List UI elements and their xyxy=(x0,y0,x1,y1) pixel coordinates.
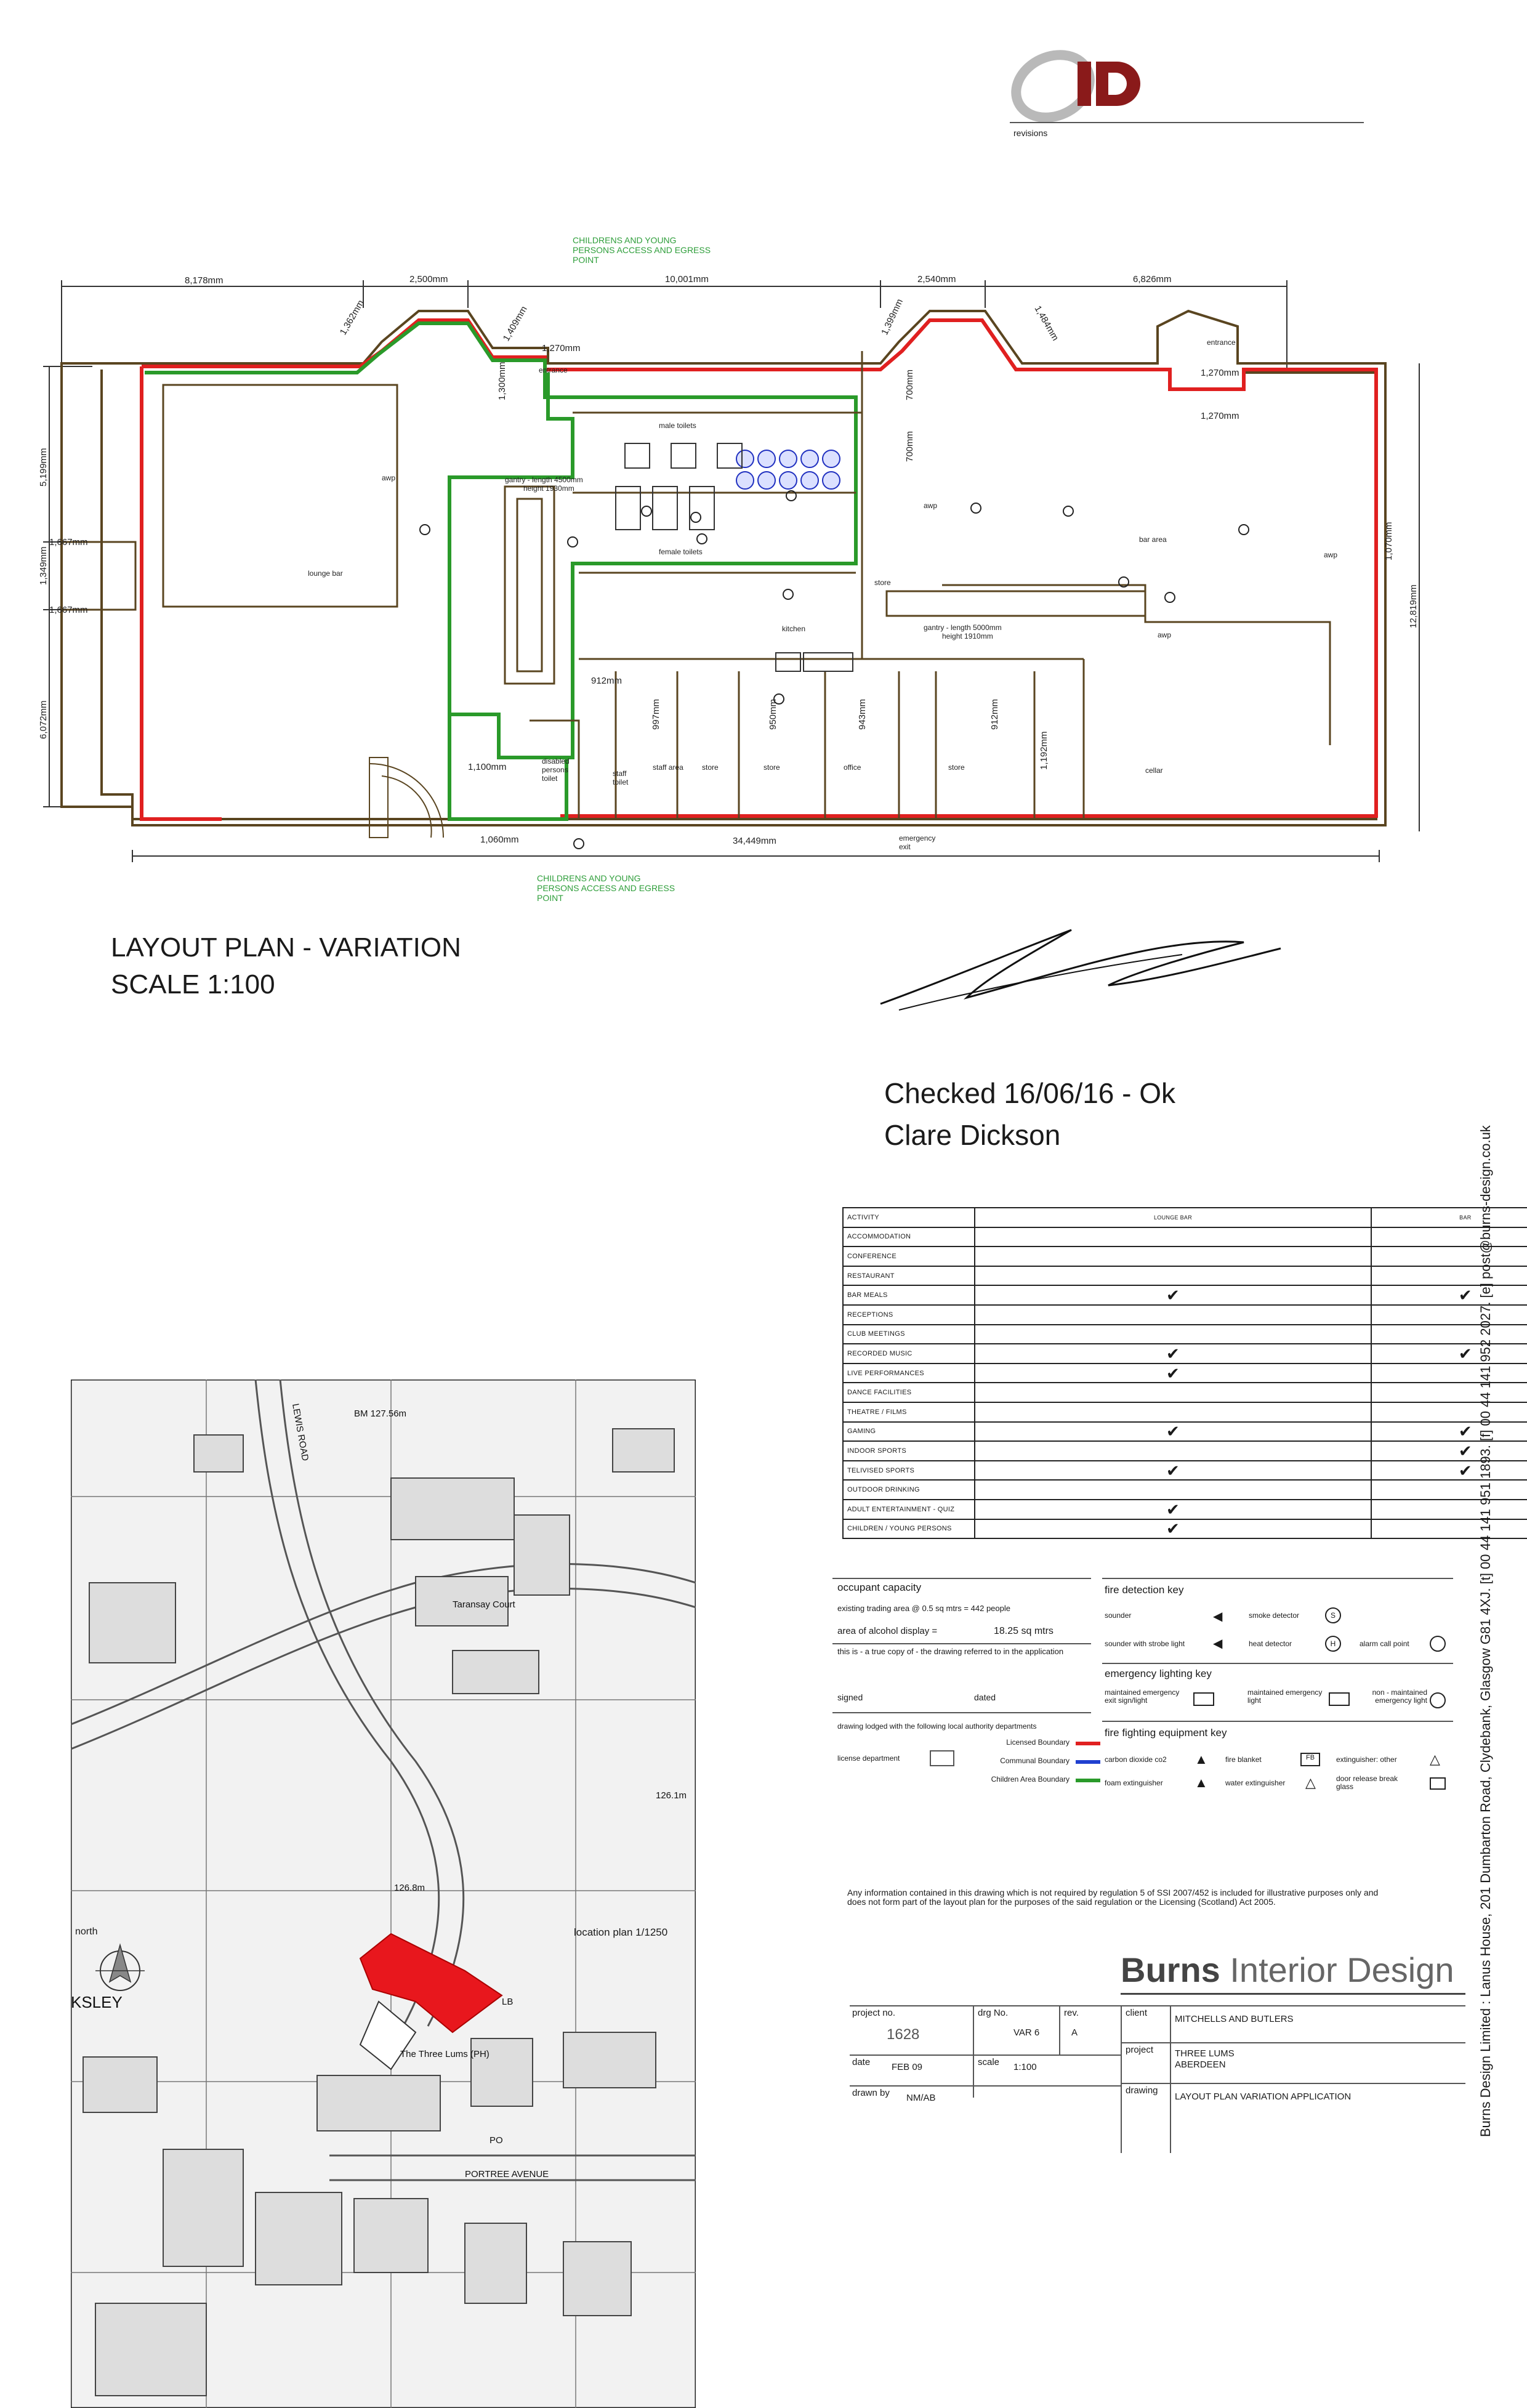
plan-label: 1,270mm xyxy=(1201,411,1239,421)
activity-row xyxy=(843,1402,1527,1422)
access-note-bottom: CHILDRENS AND YOUNG PERSONS ACCESS AND EGRESS POINT xyxy=(537,873,675,903)
plan-label: store xyxy=(764,763,780,772)
check-icon: ✔ xyxy=(1371,1461,1527,1481)
plan-label: 1,362mm xyxy=(337,298,366,337)
plan-label: persons xyxy=(542,766,568,774)
activity-cell xyxy=(1371,1227,1527,1247)
plan-label: 1,667mm xyxy=(49,605,88,615)
activity-label: RESTAURANT xyxy=(843,1266,975,1286)
plan-label: 1,667mm xyxy=(49,537,88,547)
check-icon: ✔ xyxy=(975,1461,1371,1481)
activity-label: LIVE PERFORMANCES xyxy=(843,1364,975,1383)
checker-name: Clare Dickson xyxy=(884,1119,1061,1151)
svg-text:BM 127.56m: BM 127.56m xyxy=(354,1408,407,1419)
fire-blanket-icon: FB xyxy=(1300,1753,1320,1766)
plan-label: 2,500mm xyxy=(409,274,448,285)
plan-label: staff xyxy=(613,769,627,778)
plan-label: 1,270mm xyxy=(1201,368,1239,378)
plan-label: 997mm xyxy=(651,698,661,730)
floor-plan xyxy=(37,228,1422,924)
plan-label: awp xyxy=(382,474,396,482)
activity-cell xyxy=(975,1480,1371,1500)
activity-label: RECORDED MUSIC xyxy=(843,1344,975,1364)
svg-text:126.8m: 126.8m xyxy=(394,1883,425,1893)
heat-detector-icon: H xyxy=(1325,1636,1341,1652)
svg-text:Taransay Court: Taransay Court xyxy=(453,1599,515,1610)
activity-cell xyxy=(975,1227,1371,1247)
plan-label: 1,399mm xyxy=(879,297,906,337)
plan-label: 700mm xyxy=(905,369,915,400)
plan-label: 1,484mm xyxy=(1032,304,1061,343)
activity-row xyxy=(843,1480,1527,1500)
plan-label: 34,449mm xyxy=(733,836,776,846)
activity-label: BAR MEALS xyxy=(843,1285,975,1305)
plan-label: 1,192mm xyxy=(1039,731,1049,770)
activity-row xyxy=(843,1519,1527,1539)
north-arrow-icon xyxy=(92,1940,148,1995)
activity-row xyxy=(843,1364,1527,1383)
non-maintained-light-icon xyxy=(1430,1692,1446,1708)
plan-label: cellar xyxy=(1145,766,1163,775)
children-swatch xyxy=(1076,1779,1100,1782)
svg-text:KSLEY: KSLEY xyxy=(71,1993,123,2011)
plan-scale: SCALE 1:100 xyxy=(111,969,275,1000)
revisions-label: revisions xyxy=(1013,128,1048,138)
activity-label: CHILDREN / YOUNG PERSONS xyxy=(843,1519,975,1539)
water-icon: △ xyxy=(1305,1775,1316,1790)
plan-label: 1,409mm xyxy=(501,304,530,343)
licensed-swatch xyxy=(1076,1742,1100,1745)
maintained-light-icon xyxy=(1329,1692,1350,1706)
checked-note: Checked 16/06/16 - Ok xyxy=(884,1077,1176,1109)
exit-sign-icon xyxy=(1193,1692,1214,1706)
check-icon: ✔ xyxy=(1371,1441,1527,1461)
activity-cell xyxy=(975,1246,1371,1266)
plan-label: height 1910mm xyxy=(942,632,993,640)
co2-icon: ▲ xyxy=(1195,1751,1208,1767)
activity-label: DANCE FACILITIES xyxy=(843,1383,975,1402)
plan-label: staff area xyxy=(653,763,683,772)
plan-label: awp xyxy=(1324,551,1338,559)
plan-label: 1,300mm xyxy=(497,362,507,400)
room-lounge-bar: lounge bar xyxy=(308,569,343,578)
activity-cell xyxy=(975,1266,1371,1286)
activity-row xyxy=(843,1422,1527,1442)
activity-label: OUTDOOR DRINKING xyxy=(843,1480,975,1500)
plan-label: store xyxy=(948,763,965,772)
activity-row xyxy=(843,1227,1527,1247)
activity-label: RECEPTIONS xyxy=(843,1305,975,1325)
plan-label: awp xyxy=(924,501,938,510)
plan-label: toilet xyxy=(542,774,558,783)
plan-label: entrance xyxy=(539,366,568,374)
brand-rule xyxy=(1121,1993,1465,1995)
plan-label: bar area xyxy=(1139,535,1167,544)
svg-text:126.1m: 126.1m xyxy=(656,1790,687,1801)
activity-cell xyxy=(1371,1402,1527,1422)
plan-label: awp xyxy=(1158,631,1172,639)
brand-logo: Burns Interior Design xyxy=(1121,1950,1454,1989)
activity-row xyxy=(843,1461,1527,1481)
activity-cell xyxy=(1371,1266,1527,1286)
check-icon: ✔ xyxy=(1371,1422,1527,1442)
activity-label: ADULT ENTERTAINMENT - QUIZ xyxy=(843,1500,975,1519)
activity-cell xyxy=(975,1383,1371,1402)
activity-cell xyxy=(1371,1325,1527,1344)
plan-label: entrance xyxy=(1207,338,1236,347)
plan-label: store xyxy=(874,578,891,587)
activity-label: GAMING xyxy=(843,1422,975,1442)
activity-cell xyxy=(1371,1364,1527,1383)
svg-text:The Three Lums (PH): The Three Lums (PH) xyxy=(400,2049,490,2059)
plan-label: 950mm xyxy=(768,698,778,730)
header-rule xyxy=(1010,122,1364,123)
activity-cell xyxy=(1371,1246,1527,1266)
plan-label: 943mm xyxy=(857,698,868,730)
plan-label: female toilets xyxy=(659,547,703,556)
check-icon: ✔ xyxy=(1371,1285,1527,1305)
activity-cell xyxy=(975,1305,1371,1325)
plan-label: 912mm xyxy=(591,676,622,686)
plan-label: 10,001mm xyxy=(665,274,709,285)
location-map xyxy=(71,1380,696,2408)
activity-row xyxy=(843,1325,1527,1344)
foam-icon: ▲ xyxy=(1195,1775,1208,1790)
alarm-call-icon xyxy=(1430,1636,1446,1652)
activity-row xyxy=(843,1305,1527,1325)
plan-label: emergency xyxy=(899,834,936,842)
plan-label: 1,060mm xyxy=(480,834,519,845)
plan-label: 8,178mm xyxy=(185,275,224,286)
plan-label: male toilets xyxy=(659,421,696,430)
plan-label: 1,070mm xyxy=(1384,522,1394,560)
plan-label: store xyxy=(702,763,719,772)
smoke-detector-icon: S xyxy=(1325,1607,1341,1623)
north-label: north xyxy=(75,1926,98,1937)
activity-header-cell: BAR xyxy=(1371,1208,1527,1227)
check-icon: ✔ xyxy=(975,1285,1371,1305)
activity-row xyxy=(843,1500,1527,1519)
plan-label: 1,270mm xyxy=(542,343,581,354)
svg-text:PORTREE AVENUE: PORTREE AVENUE xyxy=(465,2169,549,2180)
activity-label: ACCOMMODATION xyxy=(843,1227,975,1247)
check-icon: ✔ xyxy=(1371,1344,1527,1364)
plan-label: 5,199mm xyxy=(38,448,49,487)
activity-label: CONFERENCE xyxy=(843,1246,975,1266)
activity-cell xyxy=(975,1402,1371,1422)
company-logo xyxy=(1010,37,1170,129)
plan-label: 912mm xyxy=(989,698,1000,730)
activity-row xyxy=(843,1246,1527,1266)
activity-cell xyxy=(975,1441,1371,1461)
communal-swatch xyxy=(1076,1760,1100,1764)
activity-header-cell: ACTIVITY xyxy=(843,1208,975,1227)
plan-label: 700mm xyxy=(905,430,915,462)
plan-label: kitchen xyxy=(782,624,806,633)
signature-scribble xyxy=(874,911,1293,1022)
activity-cell xyxy=(1371,1500,1527,1519)
activity-label: THEATRE / FILMS xyxy=(843,1402,975,1422)
plan-label: toilet xyxy=(613,778,629,786)
activity-cell xyxy=(1371,1383,1527,1402)
strobe-icon: ◀ xyxy=(1213,1637,1223,1650)
activity-label: CLUB MEETINGS xyxy=(843,1325,975,1344)
check-icon: ✔ xyxy=(975,1422,1371,1442)
activity-row xyxy=(843,1441,1527,1461)
plan-label: 1,100mm xyxy=(468,762,507,772)
activity-row xyxy=(843,1266,1527,1286)
activity-header-cell: LOUNGE BAR xyxy=(975,1208,1371,1227)
activity-label: INDOOR SPORTS xyxy=(843,1441,975,1461)
plan-label: gantry - length 5000mm xyxy=(924,623,1002,632)
plan-label: 6,826mm xyxy=(1133,274,1172,285)
plan-label: height 1930mm xyxy=(523,484,574,493)
activity-table xyxy=(842,1207,1527,1539)
activity-row xyxy=(843,1285,1527,1305)
plan-label: gantry - length 4500mm xyxy=(505,475,583,484)
plan-title: LAYOUT PLAN - VARIATION xyxy=(111,932,461,963)
title-block: project no. 1628 drg No. VAR 6 rev. A date FEB 09 scale 1:100 drawn by NM/AB client MITCHELLS AND BUTLERS project THREE LUMS ABERDEEN drawing LAYOUT PLAN VARIATION APPLICATION xyxy=(850,2005,1465,2153)
check-icon: ✔ xyxy=(975,1344,1371,1364)
plan-label: 6,072mm xyxy=(38,700,49,739)
plan-label: 1,349mm xyxy=(38,546,49,585)
check-icon: ✔ xyxy=(975,1519,1371,1539)
disclaimer: Any information contained in this drawing which is not required by regulation 5 of SSI 2007/452 is included for illustrative purposes only and does not form part of the layout plan for the purposes of the said regulation or the Licensing (Scotland) Act 2005. xyxy=(847,1888,1379,1907)
plan-label: disabled xyxy=(542,757,570,766)
activity-cell xyxy=(1371,1480,1527,1500)
sounder-icon: ◀ xyxy=(1213,1610,1223,1623)
location-plan-label: location plan 1/1250 xyxy=(574,1926,668,1938)
check-icon: ✔ xyxy=(975,1364,1371,1383)
activity-row xyxy=(843,1344,1527,1364)
svg-text:PO: PO xyxy=(490,2135,503,2146)
plan-label: exit xyxy=(899,842,911,851)
company-address: Burns Design Limited : Lanus House, 201 Dumbarton Road, Clydebank, Glasgow G81 4XJ. [t] 00 44 141 951 1893. [f] 00 44 141 952 2027. [e] post@burns-design.co.uk xyxy=(1478,1125,1493,2137)
activity-cell xyxy=(1371,1305,1527,1325)
activity-header-row xyxy=(843,1208,1527,1227)
extinguisher-other-icon: △ xyxy=(1430,1751,1440,1767)
activity-cell xyxy=(1371,1519,1527,1539)
svg-text:LEWIS ROAD: LEWIS ROAD xyxy=(290,1402,311,1462)
break-glass-icon xyxy=(1430,1777,1446,1790)
activity-row xyxy=(843,1383,1527,1402)
activity-cell xyxy=(975,1325,1371,1344)
activity-label: TELIVISED SPORTS xyxy=(843,1461,975,1481)
check-icon: ✔ xyxy=(975,1500,1371,1519)
plan-label: 12,819mm xyxy=(1408,584,1419,628)
plan-label: 2,540mm xyxy=(917,274,956,285)
license-checkbox xyxy=(930,1750,954,1766)
plan-label: office xyxy=(844,763,861,772)
svg-text:LB: LB xyxy=(502,1997,514,2007)
access-note-top: CHILDRENS AND YOUNG PERSONS ACCESS AND EGRESS POINT xyxy=(573,235,711,265)
